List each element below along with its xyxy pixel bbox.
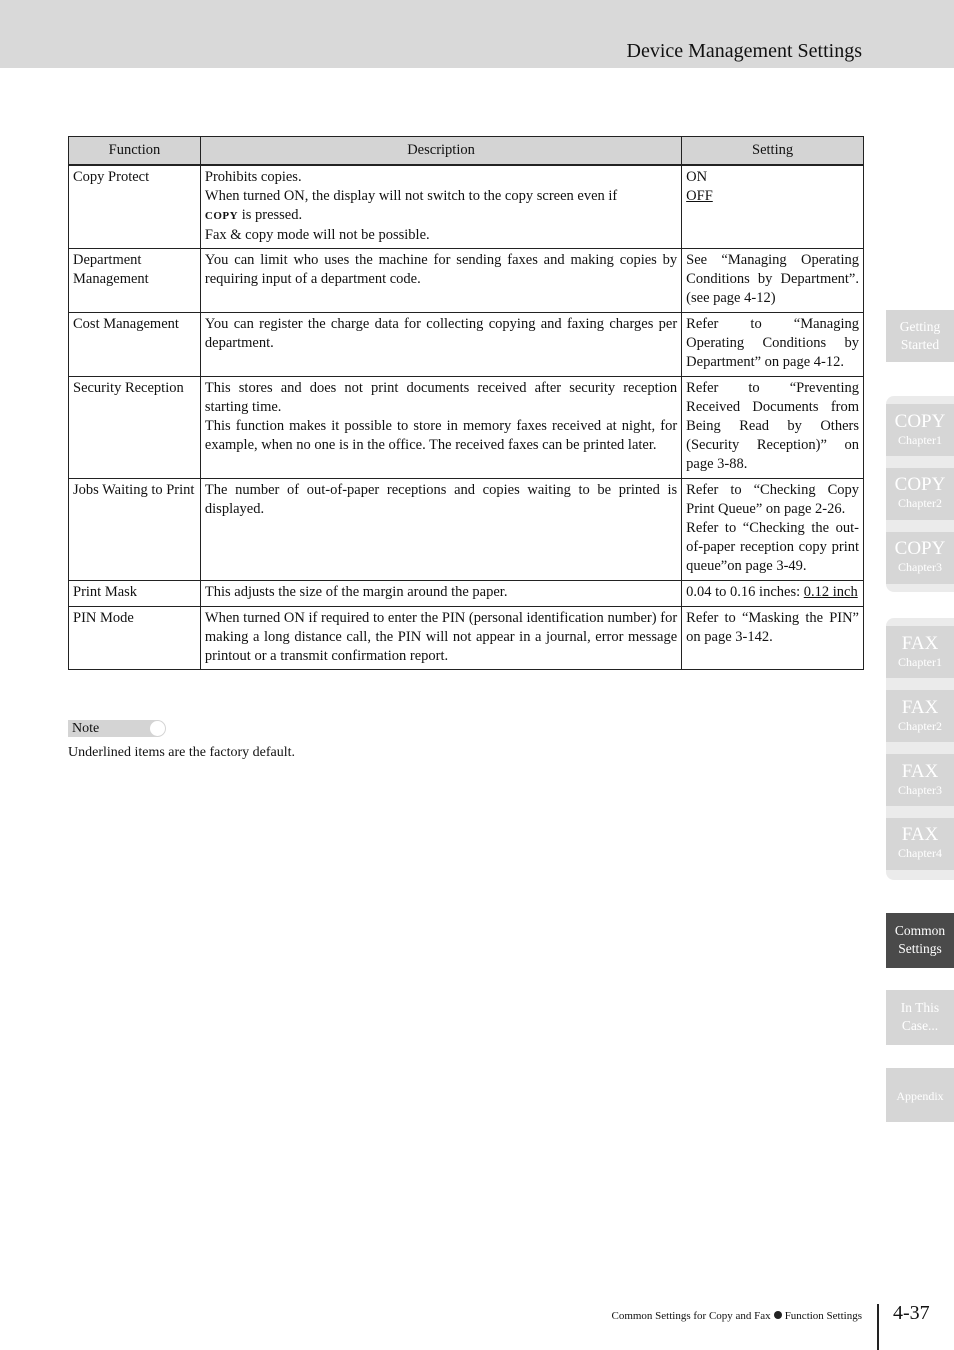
description-cell: You can limit who uses the machine for sending faxes and making copies by requiring input of a department code.: [200, 249, 681, 313]
function-cell: Copy Protect: [69, 165, 201, 249]
function-cell: Jobs Waiting to Print: [69, 479, 201, 581]
tab-sublabel: Chapter3: [898, 560, 942, 574]
function-cell: Print Mask: [69, 581, 201, 607]
description-cell: [200, 377, 681, 479]
note-text: Underlined items are the factory default.: [68, 745, 296, 760]
description-cell: This adjusts the size of the margin around the paper.: [200, 581, 681, 607]
note-label: [68, 720, 166, 737]
tab-copy-chapter1[interactable]: [886, 404, 954, 456]
table-row: [69, 479, 864, 581]
description-paragraph: This function makes it possible to store in memory faxes received at night, for example, when no one is in the office. The received faxes can be printed later.: [204, 418, 678, 453]
setting-option-off-default: OFF: [686, 188, 713, 204]
tab-common-settings[interactable]: [886, 913, 954, 968]
tab-sublabel: Chapter3: [898, 783, 942, 797]
tab-label: COPY: [894, 538, 946, 559]
setting-default-value: 0.12 inch: [803, 584, 858, 600]
tab-copy-chapter2[interactable]: [886, 468, 954, 520]
tab-sublabel: Chapter1: [898, 433, 942, 447]
table-row: [69, 313, 864, 377]
copy-key-label: COPY: [204, 210, 239, 222]
tab-fax-chapter4[interactable]: [886, 818, 954, 870]
description-text: is pressed.: [238, 207, 303, 223]
tab-label: FAX: [901, 824, 939, 845]
setting-cell: Refer to “Masking the PIN” on page 3-142.: [682, 607, 864, 670]
description-line: Fax & copy mode will not be possible.: [204, 227, 430, 243]
footer-section: Common Settings for Copy and Fax: [611, 1310, 771, 1322]
tab-sublabel: Chapter4: [898, 846, 942, 860]
column-header-description: Description: [200, 137, 681, 166]
tab-in-this-case[interactable]: [886, 990, 954, 1045]
description-cell: [200, 165, 681, 249]
tab-label: COPY: [894, 474, 946, 495]
setting-range: 0.04 to 0.16 inches:: [686, 584, 804, 600]
description-cell: When turned ON if required to enter the PIN (personal identification number) for making a long distance call, the PIN will not appear in a journal, error message printout or a transmit confirmation report.: [200, 607, 681, 670]
table-row: [69, 581, 864, 607]
tab-fax-chapter3[interactable]: [886, 754, 954, 806]
tab-label: Appendix: [896, 1089, 944, 1103]
setting-paragraph: Refer to “Checking the out-of-paper reception copy print queue”on page 3-49.: [686, 520, 859, 574]
note-label-text: Note: [72, 721, 100, 736]
setting-cell: [682, 165, 864, 249]
tab-label: FAX: [901, 697, 939, 718]
description-cell: You can register the charge data for collecting copying and faxing charges per department.: [200, 313, 681, 377]
setting-cell: [682, 581, 864, 607]
description-line: [205, 206, 677, 226]
tab-label: FAX: [901, 633, 939, 654]
column-header-setting: Setting: [682, 137, 864, 166]
tab-label: In This: [900, 1000, 940, 1015]
page-number: 4-37: [893, 1302, 930, 1324]
tab-label: Common: [894, 923, 946, 938]
column-header-function: Function: [69, 137, 201, 166]
tab-label: COPY: [894, 411, 946, 432]
tab-sublabel: Chapter1: [898, 655, 942, 669]
table-row: [69, 377, 864, 479]
setting-cell: Refer to “Managing Operating Conditions by Department” on page 4-12.: [682, 313, 864, 377]
table-row: [69, 607, 864, 670]
table-row: [69, 165, 864, 249]
setting-cell: Refer to “Preventing Received Documents from Being Read by Others (Security Reception)” on page 3-88.: [682, 377, 864, 479]
tab-label: FAX: [901, 761, 939, 782]
function-cell: Cost Management: [69, 313, 201, 377]
tab-label: Getting: [899, 319, 941, 334]
function-cell: Security Reception: [69, 377, 201, 479]
tab-fax-chapter2[interactable]: [886, 690, 954, 742]
description-line: Prohibits copies.: [204, 169, 302, 185]
tab-sublabel: Chapter2: [898, 496, 942, 510]
footer-divider: [877, 1304, 879, 1350]
function-cell: Department Management: [69, 249, 201, 313]
footer-subsection: Function Settings: [784, 1310, 862, 1322]
table-row: [69, 249, 864, 313]
setting-option-on: ON: [686, 169, 708, 185]
footer-breadcrumb: [611, 1310, 862, 1322]
tab-label: Case...: [901, 1018, 939, 1033]
description-paragraph: This stores and does not print documents received after security reception starting time.: [204, 380, 678, 415]
setting-paragraph: Refer to “Checking Copy Print Queue” on page 2-26.: [686, 482, 859, 517]
tab-label: Settings: [898, 941, 942, 956]
page-title: Device Management Settings: [626, 40, 862, 62]
description-cell: The number of out-of-paper receptions and copies waiting to be printed is displayed.: [200, 479, 681, 581]
setting-cell: [682, 479, 864, 581]
bullet-icon: [774, 1311, 782, 1319]
table-header-row: [69, 137, 864, 166]
setting-cell: See “Managing Operating Conditions by Department”. (see page 4-12): [682, 249, 864, 313]
tab-fax-chapter1[interactable]: [886, 626, 954, 678]
settings-table: [68, 136, 864, 670]
tab-getting-started[interactable]: [886, 310, 954, 362]
tab-label: Started: [900, 337, 940, 352]
note-circle-icon: [150, 721, 165, 736]
function-cell: PIN Mode: [69, 607, 201, 670]
tab-copy-chapter3[interactable]: [886, 532, 954, 584]
tab-sublabel: Chapter2: [898, 719, 942, 733]
tab-appendix[interactable]: [886, 1068, 954, 1122]
description-line: When turned ON, the display will not switch to the copy screen even if: [204, 188, 618, 204]
